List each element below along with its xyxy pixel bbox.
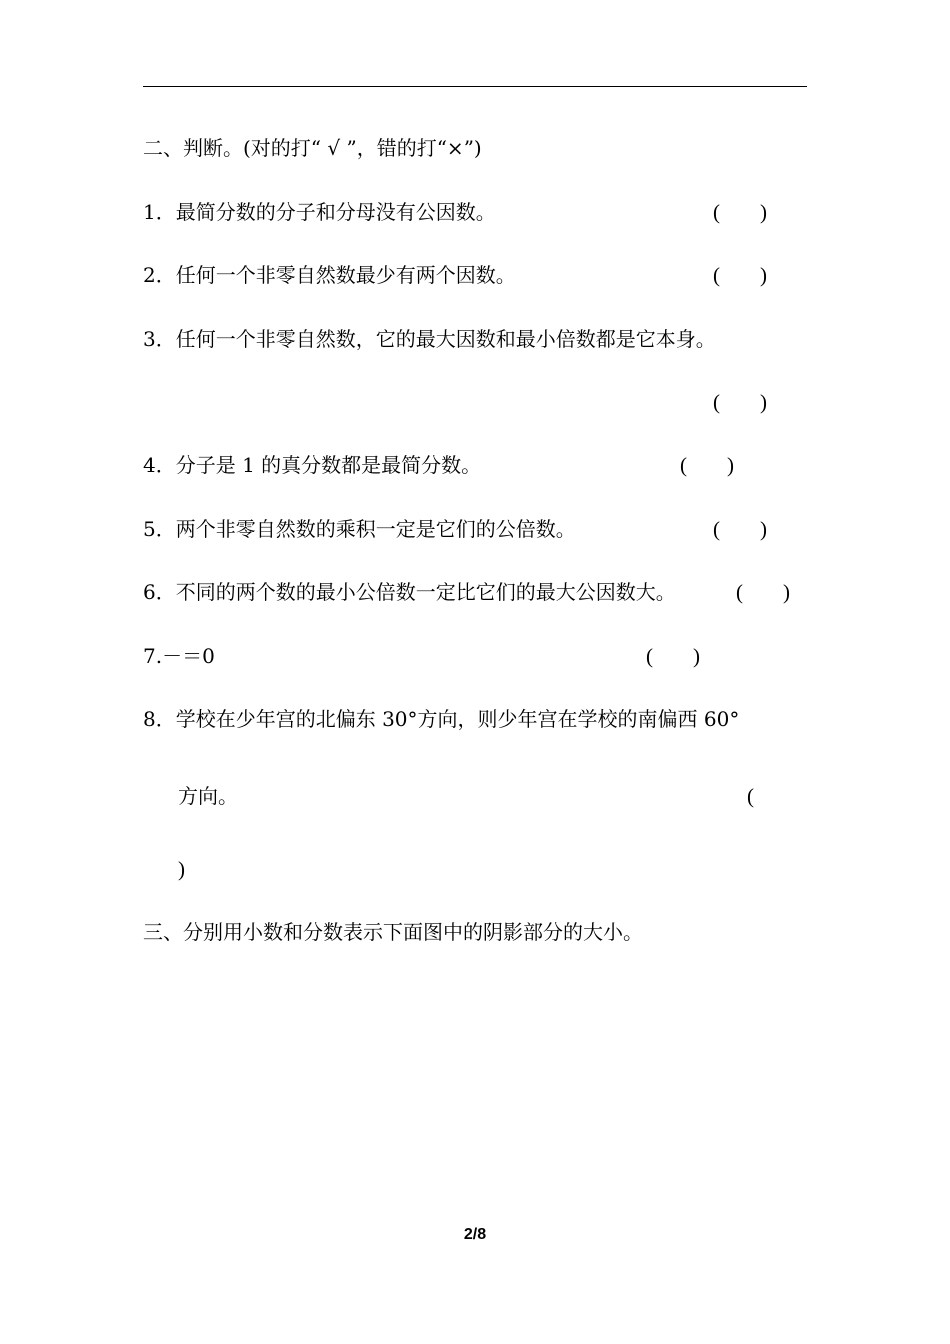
question-4-text: 4．分子是 1 的真分数都是最简分数。 [143,453,482,477]
close-paren: ) [693,644,700,668]
open-paren: ( [713,200,720,224]
open-paren: ( [736,580,743,604]
question-8-text: 8．学校在少年宫的北偏东 30°方向，则少年宫在学校的南偏西 60° [143,707,740,731]
question-5-text: 5．两个非零自然数的乘积一定是它们的公倍数。 [143,517,576,541]
close-paren: ) [760,263,767,287]
question-1-answer-blank[interactable] [713,200,767,224]
question-3-answer-blank[interactable] [713,390,767,414]
question-6-answer-blank[interactable] [736,580,790,604]
open-paren: ( [713,263,720,287]
question-3-text: 3．任何一个非零自然数，它的最大因数和最小倍数都是它本身。 [143,327,716,351]
close-paren: ) [760,390,767,414]
header-rule [143,86,807,87]
open-paren: ( [713,390,720,414]
question-1-text: 1．最简分数的分子和分母没有公因数。 [143,200,496,224]
open-paren: ( [680,453,687,477]
page-number: 2/8 [463,1226,487,1243]
close-paren: ) [760,517,767,541]
question-5-answer-blank[interactable] [713,517,767,541]
question-6-text: 6．不同的两个数的最小公倍数一定比它们的最大公因数大。 [143,580,676,604]
close-paren: ) [727,453,734,477]
question-8-answer-close-paren[interactable]: ) [178,857,185,881]
question-7-answer-blank[interactable] [646,644,700,668]
section-3-heading: 三、分别用小数和分数表示下面图中的阴影部分的大小。 [143,920,643,944]
open-paren: ( [646,644,653,668]
section-2-heading: 二、判断。(对的打“ √ ”，错的打“×”) [143,136,482,160]
question-2-text: 2．任何一个非零自然数最少有两个因数。 [143,263,516,287]
question-8-continuation: 方向。 [178,784,238,808]
close-paren: ) [760,200,767,224]
open-paren: ( [713,517,720,541]
question-8-answer-open-paren[interactable]: ( [747,784,754,808]
question-7-text: 7.－＝0 [143,644,215,668]
question-2-answer-blank[interactable] [713,263,767,287]
close-paren: ) [783,580,790,604]
question-4-answer-blank[interactable] [680,453,734,477]
